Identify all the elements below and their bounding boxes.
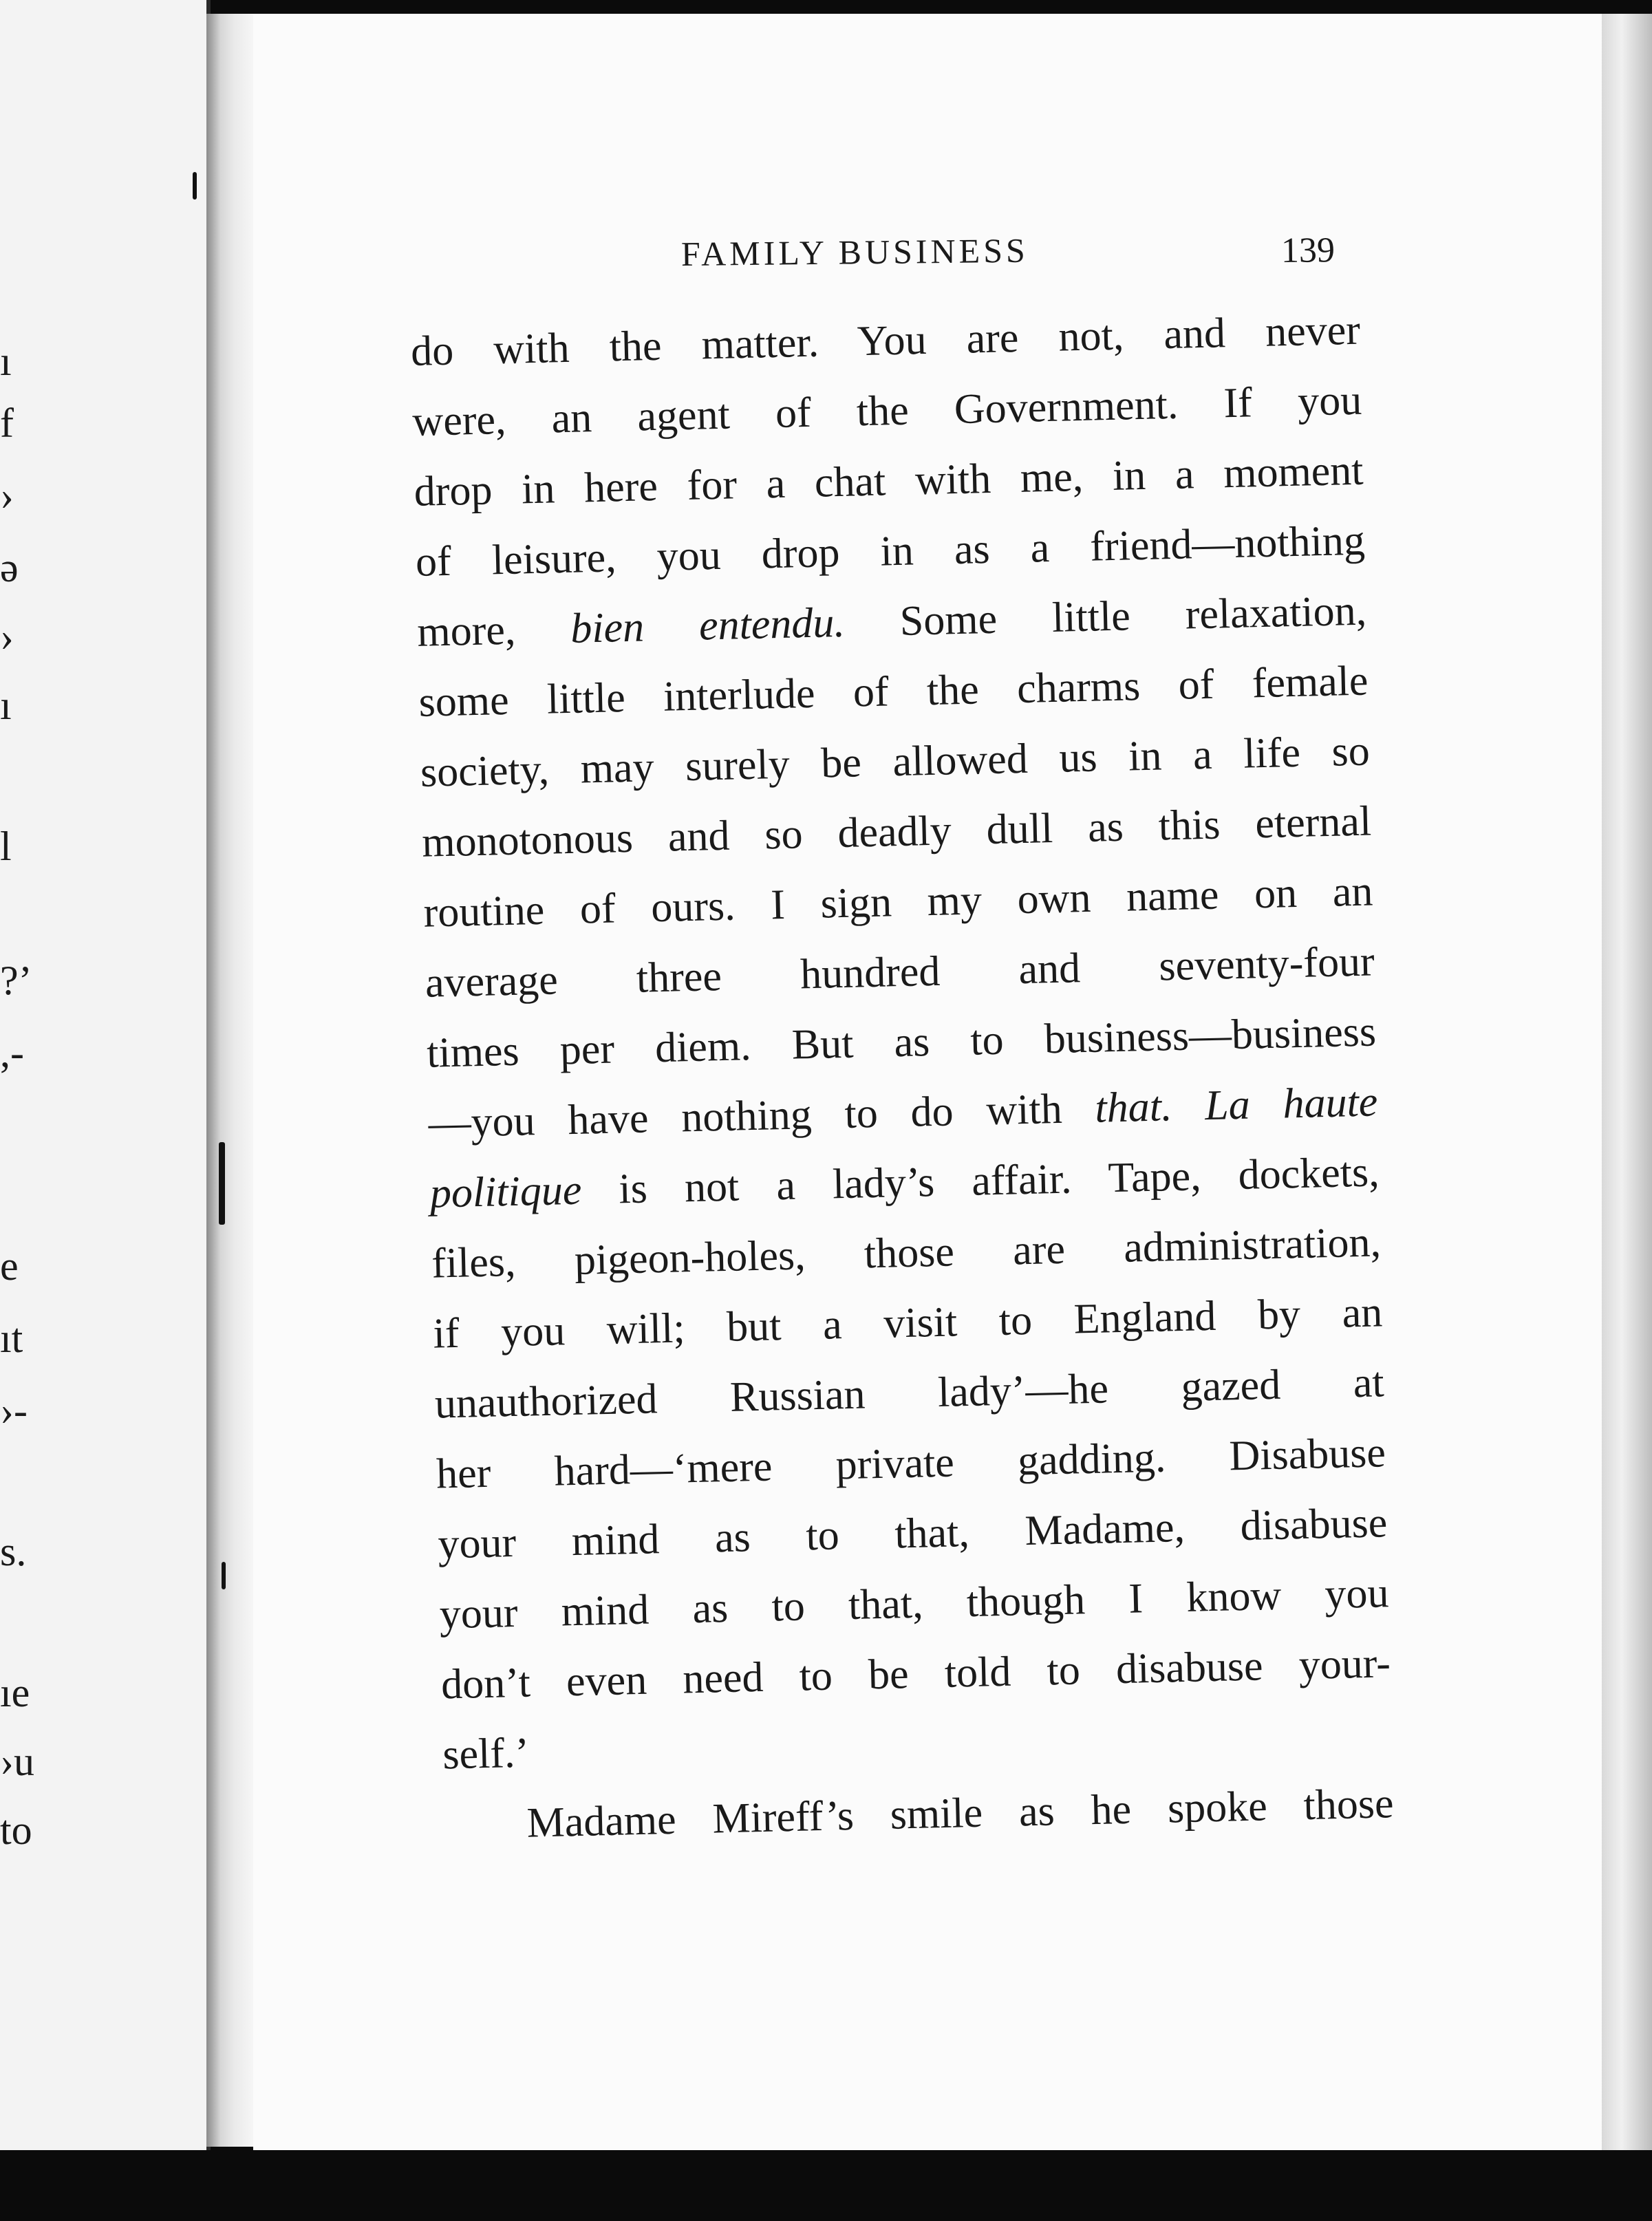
left-page-fragment: › bbox=[0, 614, 14, 659]
spine-shadow-mark bbox=[193, 172, 197, 200]
left-page-fragment: ,- bbox=[0, 1030, 24, 1075]
text-line: her hard—‘mere private gadding. Disabuse bbox=[436, 1429, 1386, 1498]
left-page-fragment: ıe bbox=[0, 1670, 30, 1715]
paragraph-start-line: Madame Mireff’s smile as he spoke those bbox=[526, 1780, 1395, 1847]
italic-phrase: politique bbox=[429, 1166, 583, 1217]
left-page-fragment: › bbox=[0, 473, 14, 518]
text-line: self.’ bbox=[442, 1729, 530, 1779]
spine-shadow-mark bbox=[222, 1562, 226, 1589]
book-gutter bbox=[206, 14, 253, 2147]
text-span: is not a lady’s affair. Tape, dockets, bbox=[581, 1148, 1380, 1214]
left-page-fragment: ıt bbox=[0, 1316, 23, 1361]
running-head: FAMILY BUSINESS bbox=[680, 230, 1029, 273]
page-number: 139 bbox=[1280, 230, 1335, 270]
text-line: were, an agent of the Government. If you bbox=[411, 376, 1362, 445]
text-span: more, bbox=[416, 605, 572, 656]
text-line: society, may surely be allowed us in a life so bbox=[420, 727, 1371, 796]
left-page-fragment: ı bbox=[0, 339, 12, 384]
left-page-fragment: ?’ bbox=[0, 958, 32, 1003]
left-page-fragment: s. bbox=[0, 1529, 27, 1574]
left-page-fragment: ı bbox=[0, 683, 12, 728]
text-line: routine of ours. I sign my own name on an bbox=[422, 868, 1374, 936]
text-line: your mind as to that, though I know you bbox=[439, 1569, 1390, 1638]
text-line: files, pigeon-holes, those are administration, bbox=[431, 1219, 1382, 1287]
left-page-fragment: ə bbox=[0, 545, 19, 590]
italic-phrase: bien entendu. bbox=[570, 599, 846, 652]
left-page-fragment: f bbox=[0, 400, 14, 446]
left-page-fragment: ›- bbox=[0, 1388, 28, 1433]
page-edge bbox=[1602, 14, 1652, 2160]
text-line: times per diem. But as to business—business bbox=[426, 1008, 1377, 1077]
italic-phrase: that. La haute bbox=[1094, 1078, 1379, 1132]
spine-shadow-mark bbox=[219, 1142, 225, 1225]
text-line: drop in here for a chat with me, in a moment bbox=[414, 447, 1364, 515]
left-page-fragment: l bbox=[0, 824, 12, 869]
text-line: average three hundred and seventy-four bbox=[425, 938, 1375, 1007]
text-line: don’t even need to be told to disabuse your- bbox=[440, 1640, 1391, 1708]
left-page-fragment: to bbox=[0, 1807, 32, 1853]
text-line: do with the matter. You are not, and never bbox=[410, 306, 1361, 375]
text-line: monotonous and so deadly dull as this eternal bbox=[421, 797, 1372, 866]
text-line: if you will; but a visit to England by an bbox=[432, 1289, 1383, 1358]
left-page-fragment: e bbox=[0, 1243, 19, 1289]
text-line: of leisure, you drop in as a friend—nothing bbox=[415, 517, 1366, 586]
previous-page-edge bbox=[0, 0, 211, 2221]
text-span: Some little relaxation, bbox=[844, 587, 1367, 646]
text-span: —you have nothing to do with bbox=[427, 1084, 1096, 1147]
text-line: unauthorized Russian lady’—he gazed at bbox=[434, 1359, 1385, 1428]
text-line: some little interlude of the charms of female bbox=[418, 657, 1369, 726]
text-line: your mind as to that, Madame, disabuse bbox=[437, 1499, 1388, 1568]
scan-bottom-border bbox=[0, 2150, 1652, 2221]
left-page-fragment: ›u bbox=[0, 1739, 34, 1784]
body-text bbox=[410, 295, 1395, 1860]
